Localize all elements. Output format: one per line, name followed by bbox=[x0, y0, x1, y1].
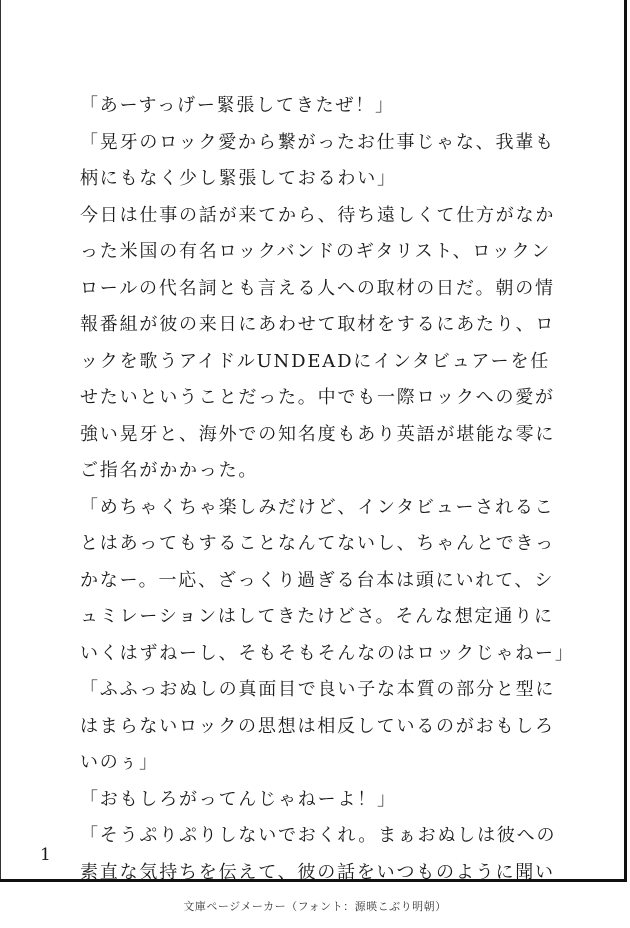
text-line: 「晃牙のロック愛から繋がったお仕事じゃな、我輩も bbox=[80, 131, 555, 153]
text-line: 「そうぷりぷりしないでおくれ。まぁおぬしは彼への bbox=[80, 825, 557, 846]
body-text bbox=[80, 88, 575, 891]
text-line: かなー。一応、ざっくり過ぎる台本は頭にいれて、シ bbox=[80, 569, 555, 591]
text-line: 報番組が彼の来日にあわせて取材をするにあたり、ロ bbox=[80, 314, 556, 335]
text-line: 「ふふっおぬしの真面目で良い子な本質の部分と型に bbox=[80, 679, 556, 700]
text-line: はまらないロックの思想は相反しているのがおもしろ bbox=[80, 715, 555, 737]
text-line: ュミレーションはしてきたけどさ。そんな想定通りに bbox=[80, 606, 554, 627]
text-line: 強い晃牙と、海外での知名度もあり英語が堪能な零に bbox=[80, 423, 556, 445]
text-line: とはあってもすることなんてないし、ちゃんとできっ bbox=[80, 533, 556, 554]
text-line: せたいということだった。中でも一際ロックへの愛が bbox=[80, 387, 555, 408]
text-line: 「あーすっげー緊張してきたぜ！」 bbox=[80, 95, 395, 116]
text-line: 素直な気持ちを伝えて、彼の話をいつものように聞い bbox=[80, 861, 555, 883]
text-line: った米国の有名ロックバンドのギタリスト、ロックン bbox=[80, 241, 552, 262]
text-line: 柄にもなく少し緊張しておるわい」 bbox=[80, 168, 397, 189]
page-number: 1 bbox=[40, 845, 51, 865]
text-line: いくはずねーし、そもそもそんなのはロックじゃねー」 bbox=[80, 642, 575, 664]
page-left-edge bbox=[0, 0, 1, 879]
text-line: ックを歌うアイドルUNDEADにインタビュアーを任 bbox=[80, 350, 551, 372]
text-line: ロールの代名詞とも言える人への取材の日だ。朝の情 bbox=[80, 277, 555, 299]
text-line: ご指名がかかった。 bbox=[80, 460, 259, 481]
text-line: 「めちゃくちゃ楽しみだけど、インタビューされるこ bbox=[80, 496, 555, 518]
text-line: 今日は仕事の話が来てから、待ち遠しくて仕方がなか bbox=[80, 204, 556, 226]
text-line: 「おもしろがってんじゃねーよ！」 bbox=[80, 788, 397, 810]
footer-caption: 文庫ページメーカー（フォント：源暎こぶり明朝） bbox=[183, 900, 447, 913]
text-line: いのぅ」 bbox=[80, 752, 159, 773]
